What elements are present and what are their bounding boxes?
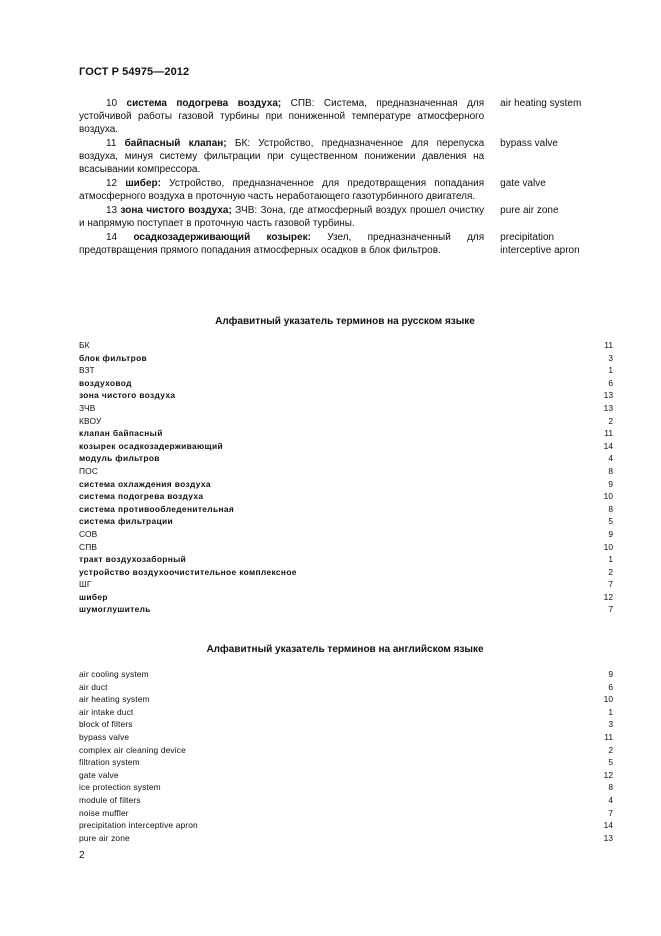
index-term: ПОС [79, 465, 99, 476]
index-term: air duct [79, 681, 108, 692]
index-term: КВОУ [79, 415, 102, 426]
index-page-ref: 13 [603, 390, 613, 401]
index-page-ref: 2 [608, 566, 613, 577]
index-page-ref: 8 [608, 465, 613, 476]
index-page-ref: 10 [603, 541, 613, 552]
index-row [79, 731, 613, 744]
index-page-ref: 2 [608, 744, 613, 755]
term-number: 12 [106, 178, 118, 189]
term-english: bypass valve [500, 138, 558, 149]
index-row [79, 807, 613, 820]
index-term: precipitation interceptive apron [79, 820, 198, 831]
index-term: ВЗТ [79, 365, 95, 376]
index-row [79, 566, 613, 579]
term-name: шибер: [125, 178, 161, 189]
index-term: клапан байпасный [79, 428, 163, 439]
index-page-ref: 1 [608, 554, 613, 565]
index-row [79, 681, 613, 694]
index-page-ref: 10 [603, 491, 613, 502]
russian-index-title: Алфавитный указатель терминов на русском языке [215, 316, 475, 327]
index-term: воздуховод [79, 377, 132, 388]
term-definition [79, 137, 484, 176]
index-term: система охлаждения воздуха [79, 478, 211, 489]
document-header: ГОСТ Р 54975—2012 [79, 66, 190, 78]
index-term: СПВ [79, 541, 98, 552]
index-term: шибер [79, 591, 108, 602]
index-term: module of filters [79, 794, 141, 805]
index-row [79, 490, 613, 503]
index-row [79, 832, 613, 845]
term-definition [79, 177, 484, 203]
term-definition [79, 204, 484, 230]
term-entry-10 [79, 97, 599, 136]
english-index-title: Алфавитный указатель терминов на английском языке [206, 644, 484, 655]
index-page-ref: 8 [608, 503, 613, 514]
term-text: Узел, предназначенный для предотвращения прямого попадания атмосферных осадков в блок фильтров. [79, 232, 485, 256]
index-term: pure air zone [79, 832, 130, 843]
index-row [79, 478, 613, 491]
term-definition [79, 97, 484, 136]
index-page-ref: 14 [603, 820, 613, 831]
index-row [79, 591, 613, 604]
index-page-ref: 11 [604, 428, 613, 439]
russian-index-list [79, 339, 613, 616]
index-term: козырек осадкозадерживающий [79, 440, 223, 451]
term-number: 13 [106, 205, 118, 216]
term-english: gate valve [500, 178, 546, 189]
term-entry-12 [79, 177, 599, 203]
term-entry-14 [79, 231, 599, 257]
index-row [79, 794, 613, 807]
index-term: ЗЧВ [79, 402, 96, 413]
index-term: block of filters [79, 719, 133, 730]
index-row [79, 339, 613, 352]
term-name: система подогрева воздуха; [126, 98, 282, 109]
index-page-ref: 8 [608, 782, 613, 793]
index-row [79, 541, 613, 554]
index-page-ref: 12 [603, 769, 613, 780]
index-page-ref: 1 [608, 365, 613, 376]
index-row [79, 377, 613, 390]
index-row [79, 769, 613, 782]
term-name: осадкозадерживающий козырек: [133, 232, 311, 243]
index-page-ref: 5 [608, 516, 613, 527]
index-page-ref: 10 [603, 694, 613, 705]
index-row [79, 402, 613, 415]
index-row [79, 515, 613, 528]
index-page-ref: 13 [603, 832, 613, 843]
term-text: ЗЧВ: Зона, где атмосферный воздух прошел очистку и напрямую поступает в проточную часть газовой турбины. [79, 205, 485, 229]
index-term: complex air cleaning device [79, 744, 186, 755]
index-page-ref: 9 [608, 528, 613, 539]
index-page-ref: 1 [608, 706, 613, 717]
terms-section [79, 97, 599, 258]
index-term: шумоглушитель [79, 604, 151, 615]
index-page-ref: 6 [608, 377, 613, 388]
index-row [79, 744, 613, 757]
term-text: БК: Устройство, предназначенное для перепуска воздуха, минуя систему фильтрации при существенном понижении давления на всасывании компрессора. [79, 138, 485, 175]
index-term: ice protection system [79, 782, 161, 793]
index-term: блок фильтров [79, 352, 148, 363]
index-term: air cooling system [79, 669, 149, 679]
index-row [79, 718, 613, 731]
term-text: Устройство, предназначенное для предотвращения попадания атмосферного воздуха в проточную часть неработающего газотурбинного двигателя. [79, 178, 485, 202]
term-number: 10 [106, 98, 118, 109]
index-page-ref: 9 [608, 478, 613, 489]
index-term: система противообледенительная [79, 503, 235, 514]
index-term: система фильтрации [79, 516, 174, 527]
index-page-ref: 3 [608, 352, 613, 363]
index-row [79, 503, 613, 516]
index-row [79, 364, 613, 377]
index-page-ref: 2 [608, 415, 613, 426]
index-row [79, 756, 613, 769]
term-name: зона чистого воздуха; [120, 205, 232, 216]
index-row [79, 415, 613, 428]
index-row [79, 781, 613, 794]
index-page-ref: 14 [603, 440, 613, 451]
term-english: air heating system [500, 98, 582, 109]
index-page-ref: 9 [608, 669, 613, 679]
index-term: filtration system [79, 757, 140, 768]
index-row [79, 819, 613, 832]
index-term: СОВ [79, 528, 98, 539]
index-term: air heating system [79, 694, 150, 705]
index-row [79, 465, 613, 478]
index-term: air intake duct [79, 706, 134, 717]
index-row [79, 578, 613, 591]
index-row [79, 693, 613, 706]
index-row [79, 440, 613, 453]
index-term: система подогрева воздуха [79, 491, 204, 502]
term-english: pure air zone [500, 205, 559, 216]
index-term: устройство воздухоочистительное комплексное [79, 566, 297, 577]
index-row [79, 352, 613, 365]
index-term: ШГ [79, 579, 92, 590]
index-row [79, 389, 613, 402]
term-definition [79, 231, 484, 257]
index-term: bypass valve [79, 731, 130, 742]
index-page-ref: 7 [608, 807, 613, 818]
index-page-ref: 13 [603, 402, 613, 413]
index-page-ref: 11 [604, 340, 613, 350]
index-page-ref: 4 [608, 453, 613, 464]
index-row [79, 427, 613, 440]
index-term: зона чистого воздуха [79, 390, 176, 401]
term-english: precipitation interceptive apron [500, 232, 580, 256]
index-term: тракт воздухозаборный [79, 554, 187, 565]
index-row [79, 553, 613, 566]
index-page-ref: 7 [608, 604, 613, 615]
index-page-ref: 5 [608, 757, 613, 768]
english-index-list [79, 668, 613, 844]
index-page-ref: 11 [604, 731, 613, 742]
index-row [79, 668, 613, 681]
index-page-ref: 7 [608, 579, 613, 590]
index-row [79, 528, 613, 541]
index-term: модуль фильтров [79, 453, 160, 464]
index-page-ref: 4 [608, 794, 613, 805]
index-term: gate valve [79, 769, 119, 780]
index-term: noise muffler [79, 807, 129, 818]
term-text: СПВ: Система, предназначенная для устойчивой работы газовой турбины при пониженной температуре атмосферного воздуха. [79, 98, 485, 135]
index-row [79, 706, 613, 719]
term-number: 11 [106, 138, 117, 149]
index-term: БК [79, 340, 90, 350]
term-name: байпасный клапан; [124, 138, 227, 149]
page-number: 2 [79, 850, 85, 861]
index-row [79, 603, 613, 616]
term-entry-11 [79, 137, 599, 176]
term-number: 14 [106, 232, 118, 243]
index-page-ref: 12 [603, 591, 613, 602]
index-page-ref: 6 [608, 681, 613, 692]
term-entry-13 [79, 204, 599, 230]
index-row [79, 452, 613, 465]
index-page-ref: 3 [608, 719, 613, 730]
